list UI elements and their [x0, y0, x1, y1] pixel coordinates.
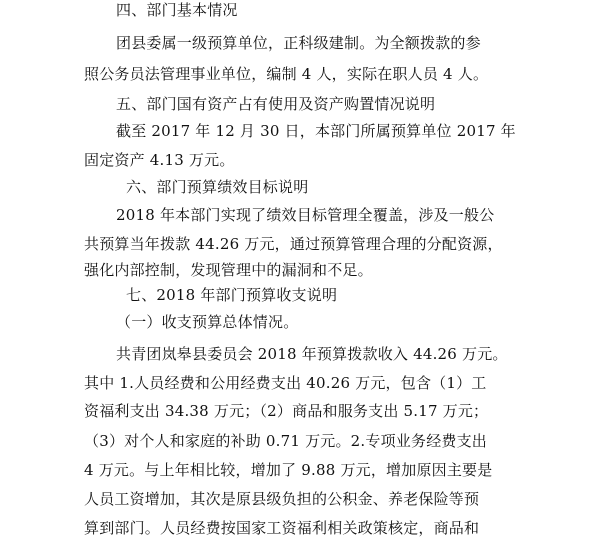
paragraph-line: 共青团岚皋县委员会 2018 年预算拨款收入 44.26 万元。 [116, 345, 508, 363]
paragraph-line: 固定资产 4.13 万元。 [84, 151, 235, 169]
paragraph-line: 资福利支出 34.38 万元；（2）商品和服务支出 5.17 万元； [84, 402, 489, 420]
section-heading-assets: 五、部门国有资产占有使用及资产购置情况说明 [116, 95, 436, 113]
paragraph-line: 算到部门。人员经费按国家工资福利相关政策核定，商品和 [84, 519, 480, 537]
paragraph-line: 其中 1.人员经费和公用经费支出 40.26 万元，包含（1）工 [84, 374, 487, 392]
paragraph-line: 人员工资增加，其次是原县级负担的公积金、养老保险等预 [84, 490, 480, 508]
paragraph-line: （3）对个人和家庭的补助 0.71 万元。2.专项业务经费支出 [84, 432, 487, 450]
section-heading-budget: 七、2018 年部门预算收支说明 [126, 286, 338, 304]
paragraph-line: 照公务员法管理事业单位，编制 4 人，实际在职人员 4 人。 [84, 65, 489, 83]
section-heading-performance: 六、部门预算绩效目标说明 [126, 178, 309, 196]
paragraph-line: 共预算当年拨款 44.26 万元，通过预算管理合理的分配资源， [84, 235, 503, 253]
sub-heading-overview: （一）收支预算总体情况。 [116, 313, 299, 331]
paragraph-line: 团县委属一级预算单位，正科级建制。为全额拨款的参 [116, 34, 481, 52]
paragraph-line: 截至 2017 年 12 月 30 日，本部门所属预算单位 2017 年 [116, 122, 516, 140]
section-heading-basic-info: 四、部门基本情况 [116, 1, 238, 19]
paragraph-line: 4 万元。与上年相比较，增加了 9.88 万元，增加原因主要是 [84, 461, 493, 479]
paragraph-line: 2018 年本部门实现了绩效目标管理全覆盖，涉及一般公 [116, 206, 495, 224]
paragraph-line: 强化内部控制，发现管理中的漏洞和不足。 [84, 261, 373, 279]
